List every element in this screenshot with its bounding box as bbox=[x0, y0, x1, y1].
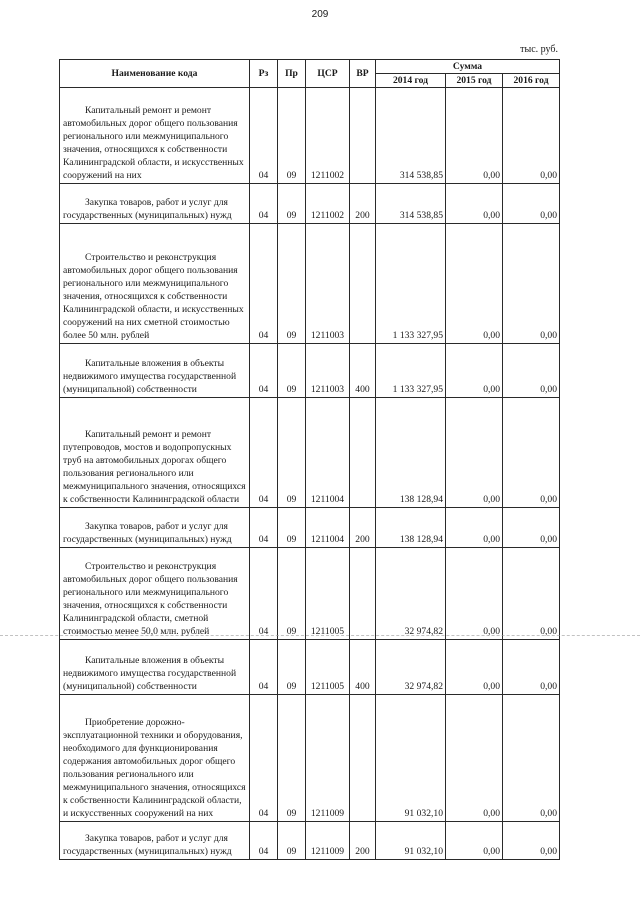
row-vr bbox=[350, 695, 376, 822]
row-csr: 1211005 bbox=[306, 548, 350, 640]
budget-table bbox=[59, 59, 560, 860]
row-vr bbox=[350, 224, 376, 344]
row-sum-2015: 0,00 bbox=[446, 822, 503, 860]
row-pr: 09 bbox=[278, 640, 306, 695]
row-vr: 200 bbox=[350, 508, 376, 548]
table-row bbox=[60, 398, 560, 508]
row-sum-2016: 0,00 bbox=[503, 88, 560, 184]
row-rz: 04 bbox=[250, 398, 278, 508]
table-row bbox=[60, 508, 560, 548]
row-pr: 09 bbox=[278, 184, 306, 224]
table-row bbox=[60, 344, 560, 398]
row-name: Капитальные вложения в объекты недвижимого имущества государственной (муниципальной) собственности bbox=[60, 344, 250, 398]
header-pr: Пр bbox=[278, 60, 306, 88]
row-rz: 04 bbox=[250, 548, 278, 640]
header-2014: 2014 год bbox=[376, 74, 446, 88]
row-csr: 1211002 bbox=[306, 184, 350, 224]
units-label: тыс. руб. bbox=[520, 44, 558, 55]
row-sum-2016: 0,00 bbox=[503, 548, 560, 640]
header-rz: Рз bbox=[250, 60, 278, 88]
row-rz: 04 bbox=[250, 640, 278, 695]
row-sum-2014: 1 133 327,95 bbox=[376, 344, 446, 398]
row-sum-2016: 0,00 bbox=[503, 184, 560, 224]
page-number: 209 bbox=[311, 9, 329, 20]
row-sum-2015: 0,00 bbox=[446, 398, 503, 508]
header-name: Наименование кода bbox=[60, 60, 250, 88]
row-sum-2015: 0,00 bbox=[446, 508, 503, 548]
row-pr: 09 bbox=[278, 695, 306, 822]
table-row bbox=[60, 548, 560, 640]
row-name: Приобретение дорожно-эксплуатационной техники и оборудования, необходимого для функционирования содержания автомобильных дорог общего пользования регионального или межмуниципального значения, относящихся к собственности Калининградской области, и искусственных сооружений на них bbox=[60, 695, 250, 822]
row-pr: 09 bbox=[278, 508, 306, 548]
table-row bbox=[60, 640, 560, 695]
table-row bbox=[60, 88, 560, 184]
row-sum-2015: 0,00 bbox=[446, 640, 503, 695]
table-row bbox=[60, 822, 560, 860]
row-csr: 1211005 bbox=[306, 640, 350, 695]
row-sum-2016: 0,00 bbox=[503, 508, 560, 548]
row-pr: 09 bbox=[278, 224, 306, 344]
row-rz: 04 bbox=[250, 224, 278, 344]
header-csr: ЦСР bbox=[306, 60, 350, 88]
row-sum-2016: 0,00 bbox=[503, 224, 560, 344]
row-sum-2015: 0,00 bbox=[446, 344, 503, 398]
row-sum-2014: 138 128,94 bbox=[376, 508, 446, 548]
row-sum-2014: 314 538,85 bbox=[376, 88, 446, 184]
row-csr: 1211009 bbox=[306, 822, 350, 860]
row-vr bbox=[350, 88, 376, 184]
row-pr: 09 bbox=[278, 344, 306, 398]
row-name: Закупка товаров, работ и услуг для государственных (муниципальных) нужд bbox=[60, 822, 250, 860]
row-pr: 09 bbox=[278, 548, 306, 640]
row-name: Капитальный ремонт и ремонт путепроводов, мостов и водопропускных труб на автомобильных дорогах общего пользования регионального или межмуниципального значения, относящихся к собственности Калининградской области bbox=[60, 398, 250, 508]
row-vr: 200 bbox=[350, 822, 376, 860]
row-name: Строительство и реконструкция автомобильных дорог общего пользования регионального или межмуниципального значения, относящихся к собственности Калининградской области, и искусственных сооружений на них сметной стоимостью более 50 млн. рублей bbox=[60, 224, 250, 344]
row-vr: 400 bbox=[350, 640, 376, 695]
row-rz: 04 bbox=[250, 508, 278, 548]
row-vr: 400 bbox=[350, 344, 376, 398]
row-sum-2014: 91 032,10 bbox=[376, 695, 446, 822]
row-sum-2016: 0,00 bbox=[503, 398, 560, 508]
row-vr: 200 bbox=[350, 184, 376, 224]
row-rz: 04 bbox=[250, 344, 278, 398]
row-name: Капитальные вложения в объекты недвижимого имущества государственной (муниципальной) собственности bbox=[60, 640, 250, 695]
row-rz: 04 bbox=[250, 88, 278, 184]
row-sum-2015: 0,00 bbox=[446, 548, 503, 640]
row-name: Капитальный ремонт и ремонт автомобильных дорог общего пользования регионального или межмуниципального значения, относящихся к собственности Калининградской области, и искусственных сооружений на них bbox=[60, 88, 250, 184]
row-csr: 1211002 bbox=[306, 88, 350, 184]
row-sum-2016: 0,00 bbox=[503, 695, 560, 822]
row-sum-2015: 0,00 bbox=[446, 695, 503, 822]
row-sum-2015: 0,00 bbox=[446, 184, 503, 224]
row-name: Строительство и реконструкция автомобильных дорог общего пользования регионального или межмуниципального значения, относящихся к собственности Калининградской области, сметной стоимостью менее 50,0 млн. рублей bbox=[60, 548, 250, 640]
table-row bbox=[60, 695, 560, 822]
row-sum-2014: 314 538,85 bbox=[376, 184, 446, 224]
row-sum-2014: 91 032,10 bbox=[376, 822, 446, 860]
row-sum-2014: 32 974,82 bbox=[376, 640, 446, 695]
row-sum-2014: 32 974,82 bbox=[376, 548, 446, 640]
row-sum-2015: 0,00 bbox=[446, 224, 503, 344]
row-pr: 09 bbox=[278, 88, 306, 184]
row-sum-2014: 1 133 327,95 bbox=[376, 224, 446, 344]
header-sum: Сумма bbox=[376, 60, 560, 74]
row-csr: 1211009 bbox=[306, 695, 350, 822]
row-rz: 04 bbox=[250, 695, 278, 822]
row-csr: 1211003 bbox=[306, 224, 350, 344]
row-name: Закупка товаров, работ и услуг для государственных (муниципальных) нужд bbox=[60, 508, 250, 548]
row-sum-2014: 138 128,94 bbox=[376, 398, 446, 508]
row-vr bbox=[350, 398, 376, 508]
row-sum-2016: 0,00 bbox=[503, 822, 560, 860]
row-rz: 04 bbox=[250, 184, 278, 224]
row-pr: 09 bbox=[278, 398, 306, 508]
row-csr: 1211004 bbox=[306, 508, 350, 548]
row-rz: 04 bbox=[250, 822, 278, 860]
scan-artifact-line bbox=[0, 635, 640, 636]
row-sum-2016: 0,00 bbox=[503, 344, 560, 398]
row-csr: 1211004 bbox=[306, 398, 350, 508]
row-sum-2015: 0,00 bbox=[446, 88, 503, 184]
row-sum-2016: 0,00 bbox=[503, 640, 560, 695]
table-row bbox=[60, 224, 560, 344]
table-row bbox=[60, 184, 560, 224]
header-2016: 2016 год bbox=[503, 74, 560, 88]
header-2015: 2015 год bbox=[446, 74, 503, 88]
row-vr bbox=[350, 548, 376, 640]
row-name: Закупка товаров, работ и услуг для государственных (муниципальных) нужд bbox=[60, 184, 250, 224]
row-pr: 09 bbox=[278, 822, 306, 860]
header-row-top bbox=[60, 60, 560, 74]
header-vr: ВР bbox=[350, 60, 376, 88]
row-csr: 1211003 bbox=[306, 344, 350, 398]
